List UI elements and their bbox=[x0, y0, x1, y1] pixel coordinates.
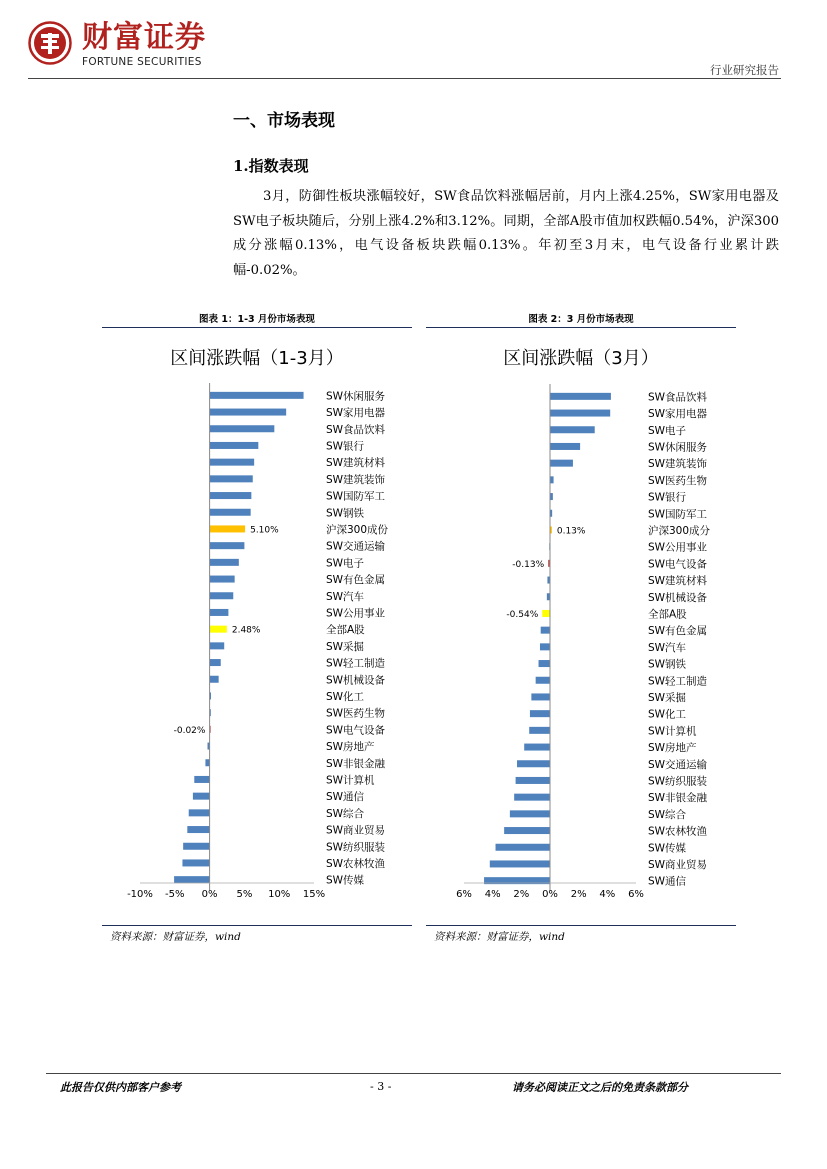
category-label: SW汽车 bbox=[326, 590, 365, 603]
category-label: SW电子 bbox=[326, 557, 365, 570]
header-divider bbox=[28, 78, 781, 79]
category-label: SW房地产 bbox=[648, 742, 697, 755]
category-label: SW医药生物 bbox=[648, 474, 708, 487]
category-label: SW有色金属 bbox=[326, 574, 386, 587]
data-label: 0.13% bbox=[556, 526, 586, 537]
bar bbox=[210, 576, 235, 583]
bar bbox=[210, 425, 275, 432]
data-label: -0.13% bbox=[512, 559, 545, 570]
category-label: SW农林牧渔 bbox=[648, 825, 708, 838]
bar bbox=[516, 777, 550, 784]
bar bbox=[210, 592, 234, 599]
bar bbox=[210, 642, 225, 649]
category-label: SW传媒 bbox=[648, 842, 687, 855]
category-label: SW采掘 bbox=[648, 691, 687, 704]
category-label: SW交通运输 bbox=[648, 758, 708, 771]
bar bbox=[205, 759, 209, 766]
category-label: SW建筑材料 bbox=[326, 457, 386, 470]
x-tick-label: 6% bbox=[456, 889, 472, 900]
section-subheading: 1.指数表现 bbox=[233, 157, 309, 175]
bar bbox=[210, 626, 227, 633]
x-tick-label: 6% bbox=[628, 889, 644, 900]
bar bbox=[539, 660, 550, 667]
category-label: SW计算机 bbox=[326, 774, 375, 787]
figure-1-top-rule bbox=[102, 327, 412, 328]
bar bbox=[210, 542, 245, 549]
figure-1-source: 资料来源：财富证券，wind bbox=[110, 931, 241, 943]
category-label: SW休闲服务 bbox=[326, 390, 386, 403]
bar bbox=[210, 409, 287, 416]
category-label: SW建筑装饰 bbox=[648, 458, 708, 471]
figure-2-caption: 图表 2：3 月份市场表现 bbox=[528, 314, 634, 325]
x-tick-label: 2% bbox=[570, 889, 587, 900]
bar bbox=[194, 776, 209, 783]
category-label: SW电气设备 bbox=[648, 558, 708, 571]
company-seal-icon bbox=[28, 21, 72, 65]
category-label: SW通信 bbox=[326, 791, 365, 804]
x-tick-label: 0% bbox=[201, 889, 218, 900]
category-label: SW电子 bbox=[648, 424, 687, 437]
category-label: SW农林牧渔 bbox=[326, 857, 386, 870]
bar bbox=[542, 610, 550, 617]
bar bbox=[524, 744, 550, 751]
bar bbox=[530, 710, 550, 717]
category-label: SW房地产 bbox=[326, 741, 375, 754]
category-label: SW国防军工 bbox=[326, 490, 386, 503]
chart-title: 区间涨跌幅（1-3月） bbox=[170, 348, 344, 369]
bar bbox=[193, 793, 210, 800]
x-tick-label: 4% bbox=[484, 889, 501, 900]
category-label: SW家用电器 bbox=[648, 408, 708, 421]
chart-ytd-performance bbox=[102, 332, 412, 922]
bar bbox=[550, 476, 554, 483]
category-label: SW传媒 bbox=[326, 874, 365, 887]
category-label: SW建筑装饰 bbox=[326, 473, 386, 486]
category-label: SW食品饮料 bbox=[648, 391, 708, 404]
bar bbox=[182, 859, 209, 866]
category-label: SW化工 bbox=[648, 708, 687, 721]
bar bbox=[550, 443, 580, 450]
bar bbox=[183, 843, 209, 850]
category-label: SW电气设备 bbox=[326, 724, 386, 737]
bar bbox=[550, 426, 595, 433]
bar bbox=[210, 459, 255, 466]
report-type: 行业研究报告 bbox=[710, 63, 779, 77]
bar bbox=[510, 810, 550, 817]
bar bbox=[210, 559, 239, 566]
footer-disclaimer: 请务必阅读正文之后的免责条款部分 bbox=[512, 1081, 688, 1094]
footer-left: 此报告仅供内部客户参考 bbox=[60, 1081, 181, 1094]
page-header bbox=[0, 0, 827, 90]
data-label: 2.48% bbox=[231, 625, 261, 636]
bar bbox=[517, 760, 550, 767]
category-label: 全部A股 bbox=[326, 624, 365, 637]
category-label: SW商业贸易 bbox=[326, 824, 386, 837]
category-label: SW食品饮料 bbox=[326, 423, 386, 436]
category-label: SW建筑材料 bbox=[648, 575, 708, 588]
bar bbox=[514, 794, 550, 801]
bar bbox=[210, 609, 229, 616]
category-label: SW轻工制造 bbox=[648, 675, 708, 688]
brand-name-cn: 财富证券 bbox=[82, 20, 206, 55]
category-label: SW非银金融 bbox=[326, 757, 386, 770]
x-tick-label: -10% bbox=[127, 889, 153, 900]
category-label: SW钢铁 bbox=[326, 507, 365, 520]
category-label: SW银行 bbox=[326, 440, 365, 453]
figure-2-bottom-rule bbox=[426, 925, 736, 926]
bar bbox=[490, 860, 550, 867]
category-label: SW纺织服装 bbox=[648, 775, 708, 788]
page-number: - 3 - bbox=[370, 1080, 392, 1093]
category-label: SW国防军工 bbox=[648, 508, 708, 521]
chart-march-performance bbox=[426, 332, 736, 922]
section-heading: 一、市场表现 bbox=[233, 111, 335, 131]
category-label: SW交通运输 bbox=[326, 540, 386, 553]
x-tick-label: 4% bbox=[599, 889, 616, 900]
category-label: 沪深300成份 bbox=[326, 523, 389, 536]
category-label: SW汽车 bbox=[648, 641, 687, 654]
bar bbox=[210, 659, 221, 666]
bar bbox=[541, 627, 550, 634]
body-paragraph: 3月，防御性板块涨幅较好，SW食品饮料涨幅居前，月内上涨4.25%，SW家用电器及SW电子板块随后，分别上涨4.2%和3.12%。同期，全部A股市值加权跌幅0.54%，沪深300成分涨幅0.13%，电气设备板块跌幅0.13%。年初至3月末，电气设备行业累计跌幅-0.02%。 bbox=[233, 189, 779, 278]
data-label: -0.54% bbox=[506, 609, 539, 620]
bar bbox=[189, 809, 210, 816]
bar bbox=[536, 677, 550, 684]
data-label: -0.02% bbox=[173, 725, 206, 736]
category-label: SW综合 bbox=[326, 807, 365, 820]
footer-divider bbox=[46, 1073, 781, 1074]
category-label: SW计算机 bbox=[648, 725, 697, 738]
category-label: SW商业贸易 bbox=[648, 858, 708, 871]
bar bbox=[529, 727, 550, 734]
category-label: SW公用事业 bbox=[326, 607, 386, 620]
figure-1-caption: 图表 1：1-3 月份市场表现 bbox=[199, 314, 315, 325]
chart-svg bbox=[426, 332, 736, 922]
bar bbox=[531, 693, 550, 700]
x-tick-label: 5% bbox=[236, 889, 253, 900]
bar bbox=[210, 392, 304, 399]
category-label: 沪深300成分 bbox=[648, 524, 711, 537]
bar bbox=[210, 475, 253, 482]
category-label: SW银行 bbox=[648, 491, 687, 504]
category-label: SW钢铁 bbox=[648, 658, 687, 671]
x-tick-label: -5% bbox=[165, 889, 185, 900]
category-label: SW纺织服装 bbox=[326, 841, 386, 854]
x-tick-label: 10% bbox=[268, 889, 291, 900]
category-label: SW非银金融 bbox=[648, 792, 708, 805]
x-tick-label: 0% bbox=[542, 889, 558, 900]
figure-1-bottom-rule bbox=[102, 925, 412, 926]
category-label: SW休闲服务 bbox=[648, 441, 708, 454]
bar bbox=[210, 492, 252, 499]
category-label: SW化工 bbox=[326, 690, 365, 703]
bar bbox=[504, 827, 550, 834]
bar bbox=[550, 393, 611, 400]
category-label: SW轻工制造 bbox=[326, 657, 386, 670]
category-label: SW家用电器 bbox=[326, 407, 386, 420]
bar bbox=[187, 826, 209, 833]
category-label: SW机械设备 bbox=[648, 591, 708, 604]
bar bbox=[210, 525, 245, 532]
bar bbox=[210, 442, 259, 449]
category-label: SW公用事业 bbox=[648, 541, 708, 554]
category-label: SW采掘 bbox=[326, 640, 365, 653]
bar bbox=[550, 460, 573, 467]
x-tick-label: 2% bbox=[513, 889, 530, 900]
chart-svg bbox=[102, 332, 412, 922]
bar bbox=[174, 876, 209, 883]
category-label: 全部A股 bbox=[648, 608, 687, 621]
brand-name-en: FORTUNE SECURITIES bbox=[82, 56, 202, 68]
bar bbox=[540, 643, 550, 650]
category-label: SW通信 bbox=[648, 875, 687, 888]
figure-2-top-rule bbox=[426, 327, 736, 328]
category-label: SW医药生物 bbox=[326, 707, 386, 720]
data-label: 5.10% bbox=[250, 525, 279, 536]
category-label: SW有色金属 bbox=[648, 625, 708, 638]
category-label: SW机械设备 bbox=[326, 674, 386, 687]
bar bbox=[496, 844, 550, 851]
chart-title: 区间涨跌幅（3月） bbox=[503, 348, 659, 369]
figure-2-source: 资料来源：财富证券，wind bbox=[434, 931, 565, 943]
x-tick-label: 15% bbox=[302, 889, 326, 900]
bar bbox=[210, 676, 219, 683]
bar bbox=[210, 509, 251, 516]
category-label: SW综合 bbox=[648, 808, 687, 821]
bar bbox=[550, 410, 610, 417]
